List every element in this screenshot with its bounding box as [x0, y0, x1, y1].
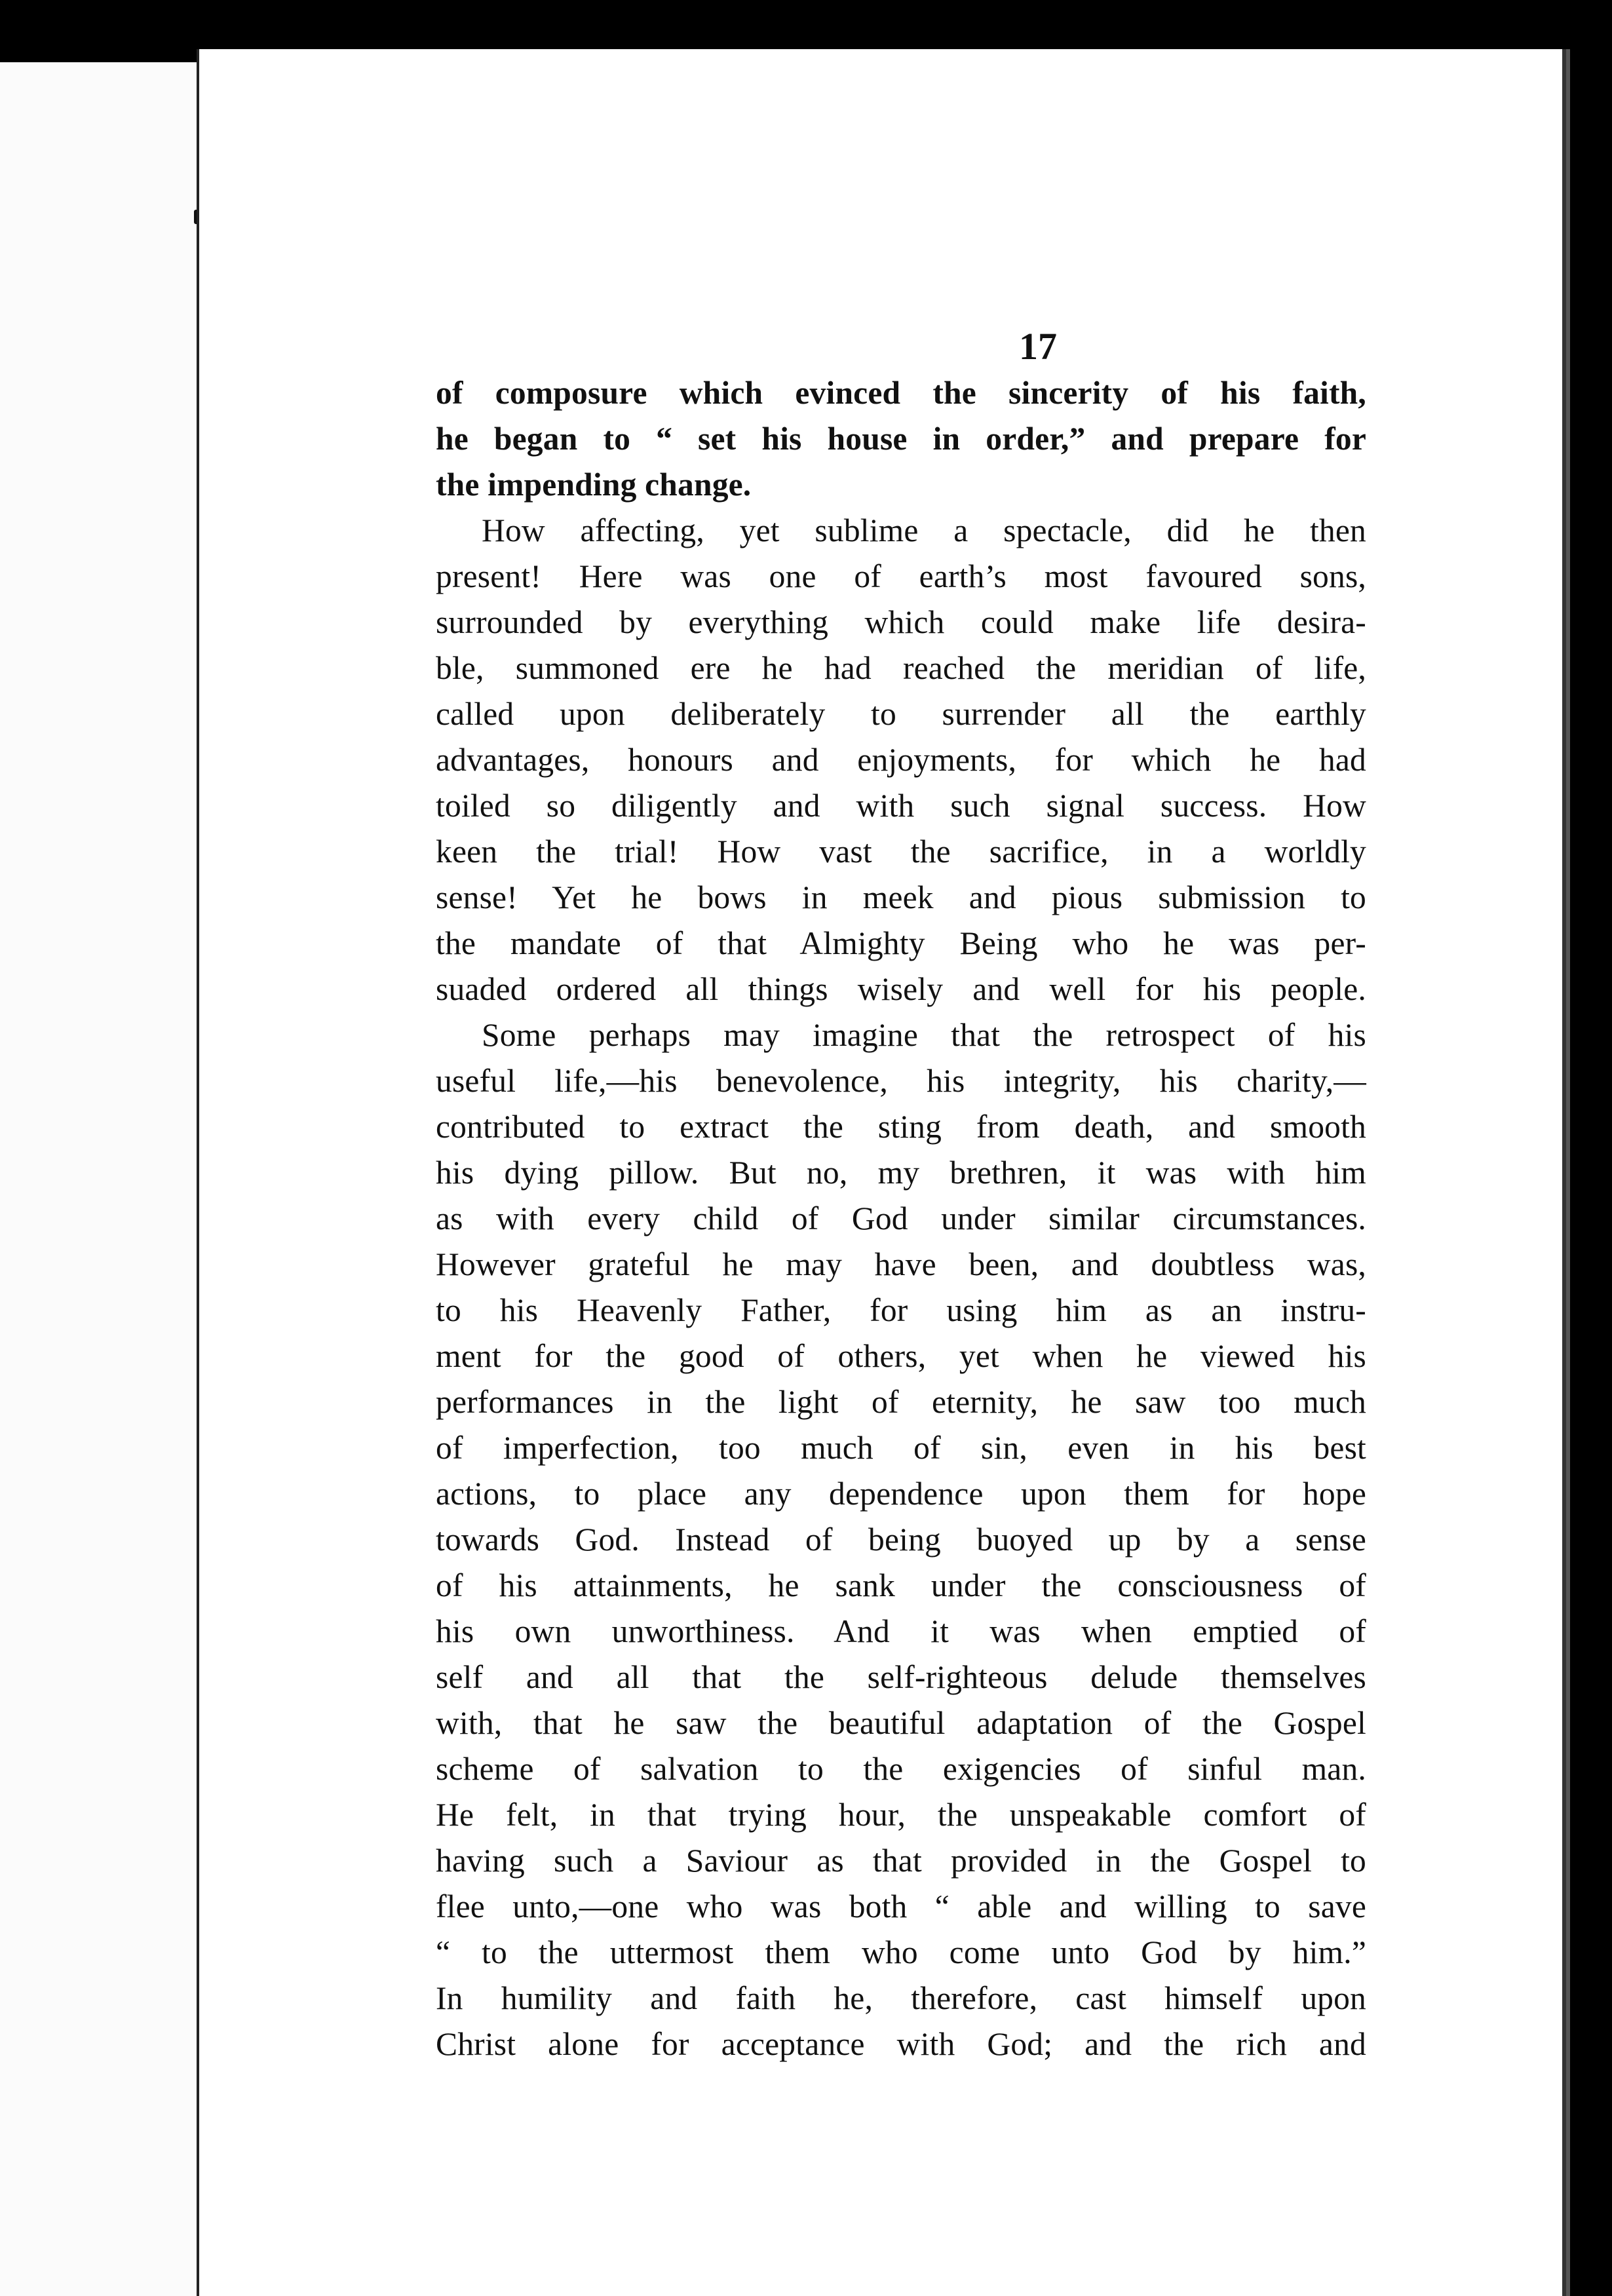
body-text — [436, 370, 1366, 2067]
text-line: actions, to place any dependence upon them for hope — [436, 1476, 1366, 1512]
text-line: having such a Saviour as that provided in the Gospel to — [436, 1843, 1366, 1879]
text-line: In humility and faith he, therefore, cast himself upon — [436, 1980, 1366, 2016]
text-line: of his attainments, he sank under the consciousness of — [436, 1567, 1366, 1603]
text-line: the impending change. — [436, 467, 752, 503]
text-line: he began to “ set his house in order,” and prepare for — [436, 421, 1366, 457]
text-line: scheme of salvation to the exigencies of sinful man. — [436, 1751, 1366, 1787]
text-line: self and all that the self-righteous delude themselves — [436, 1659, 1366, 1695]
text-line: flee unto,—one who was both “ able and willing to save — [436, 1888, 1366, 1924]
text-line: his own unworthiness. And it was when emptied of — [436, 1613, 1366, 1649]
text-line: Some perhaps may imagine that the retrospect of his — [482, 1017, 1366, 1053]
text-line: with, that he saw the beautiful adaptation of the Gospel — [436, 1705, 1366, 1741]
text-line: sense! Yet he bows in meek and pious submission to — [436, 879, 1366, 915]
text-line: as with every child of God under similar circumstances. — [436, 1200, 1366, 1236]
text-line: of imperfection, too much of sin, even in his best — [436, 1430, 1366, 1466]
text-line: How affecting, yet sublime a spectacle, did he then — [482, 512, 1366, 548]
text-line: suaded ordered all things wisely and well for his people. — [436, 971, 1366, 1007]
text-line: keen the trial! How vast the sacrifice, in a worldly — [436, 833, 1366, 870]
text-line: “ to the uttermost them who come unto God by him.” — [436, 1934, 1366, 1970]
text-line: of composure which evinced the sincerity of his faith, — [436, 375, 1366, 411]
text-line: toiled so diligently and with such signal success. How — [436, 788, 1366, 824]
text-line: contributed to extract the sting from death, and smooth — [436, 1109, 1366, 1145]
text-line: called upon deliberately to surrender all the earthly — [436, 696, 1366, 732]
text-line: surrounded by everything which could make life desira- — [436, 604, 1366, 640]
text-line: advantages, honours and enjoyments, for which he had — [436, 742, 1366, 778]
text-line: useful life,—his benevolence, his integrity, his charity,— — [436, 1063, 1366, 1099]
text-line: Christ alone for acceptance with God; and the rich and — [436, 2026, 1366, 2062]
text-line: to his Heavenly Father, for using him as an instru- — [436, 1292, 1366, 1328]
text-line: performances in the light of eternity, he saw too much — [436, 1384, 1366, 1420]
text-line: present! Here was one of earth’s most favoured sons, — [436, 558, 1366, 594]
text-line: However grateful he may have been, and doubtless was, — [436, 1246, 1366, 1282]
text-line: the mandate of that Almighty Being who he was per- — [436, 925, 1366, 961]
text-line: ble, summoned ere he had reached the meridian of life, — [436, 650, 1366, 686]
text-line: ment for the good of others, yet when he viewed his — [436, 1338, 1366, 1374]
text-line: his dying pillow. But no, my brethren, it was with him — [436, 1155, 1366, 1191]
page-number: 17 — [1019, 325, 1057, 368]
text-line: He felt, in that trying hour, the unspeakable comfort of — [436, 1797, 1366, 1833]
text-line: towards God. Instead of being buoyed up by a sense — [436, 1521, 1366, 1558]
